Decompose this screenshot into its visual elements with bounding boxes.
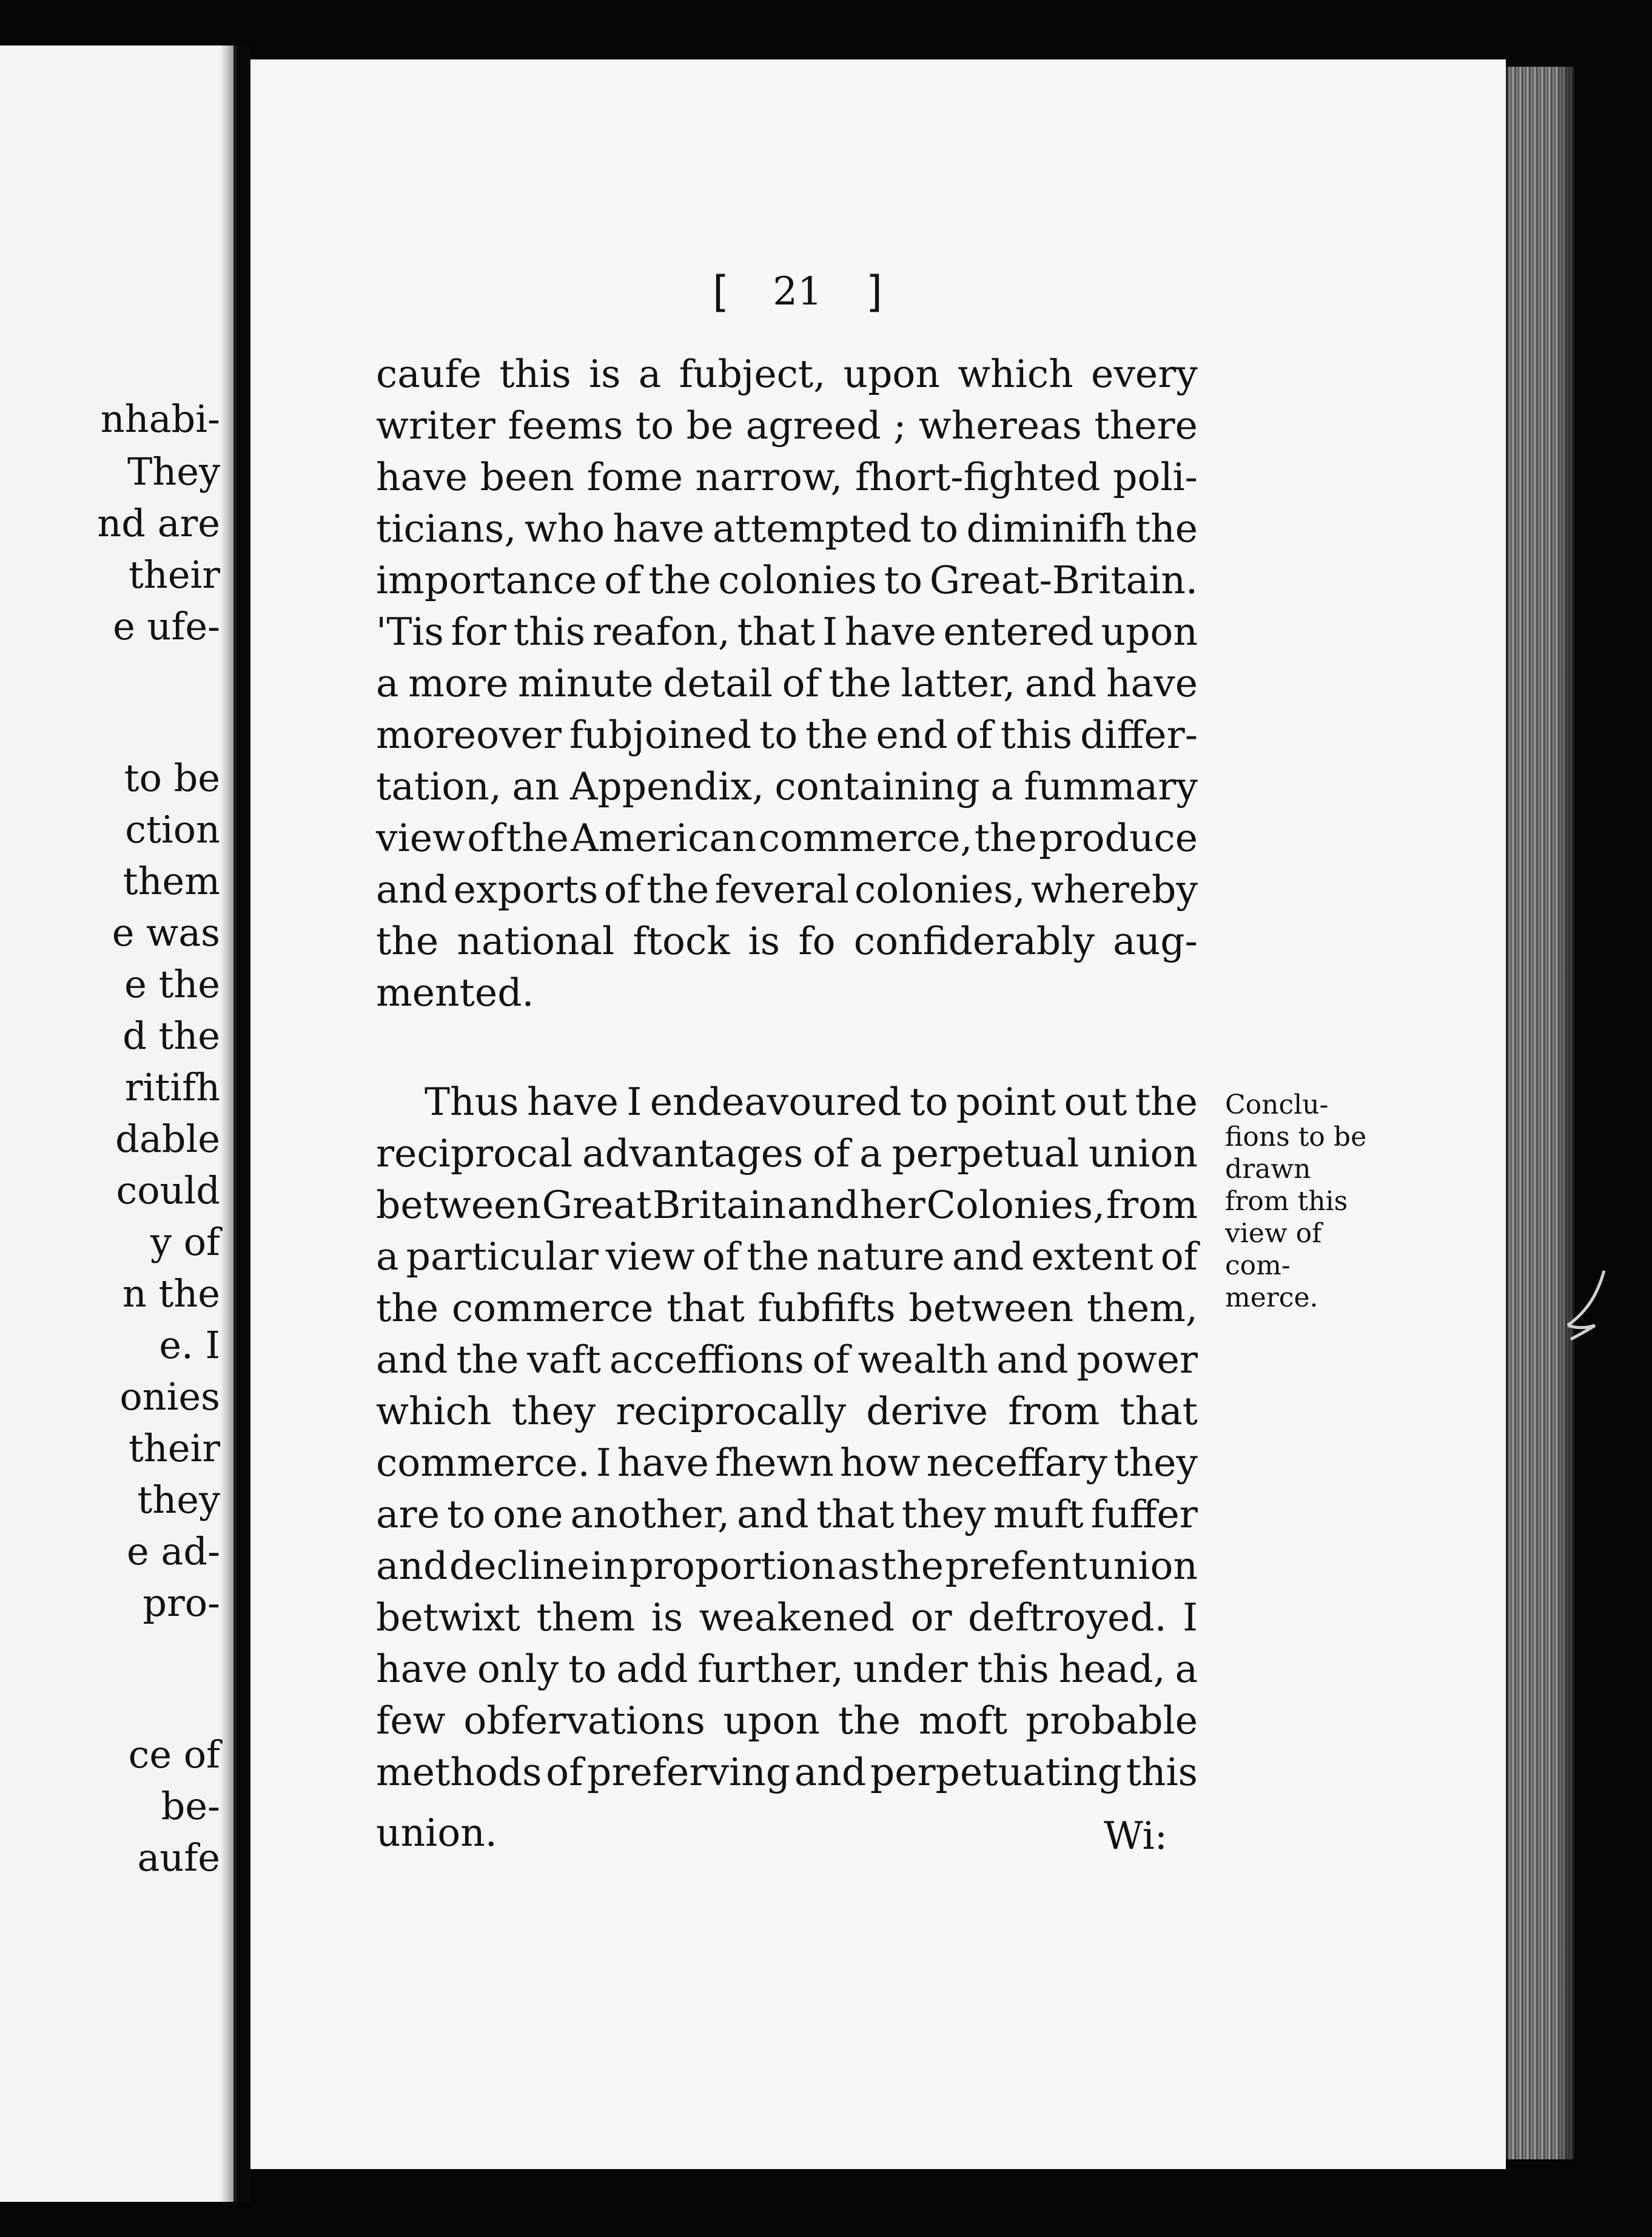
side-note-line: drawn — [1225, 1154, 1311, 1185]
word: Britain — [652, 1183, 787, 1227]
word: to — [568, 1647, 607, 1691]
word: the — [648, 558, 711, 602]
text-line — [376, 1492, 1198, 1536]
word: every — [1091, 352, 1198, 396]
word: decline — [449, 1544, 589, 1588]
word: of — [782, 661, 819, 705]
word: the — [456, 1337, 519, 1382]
word: from — [1008, 1389, 1100, 1433]
word: this — [513, 610, 586, 654]
word: fubject, — [679, 352, 826, 396]
left-page-line: y of — [150, 1220, 220, 1264]
word: of — [603, 867, 641, 912]
word: end — [876, 713, 948, 757]
word: this — [499, 352, 571, 396]
word: whereas — [918, 403, 1082, 448]
left-page-line: pro- — [143, 1581, 220, 1625]
word: attempted — [712, 506, 912, 551]
left-page-line: e ad- — [126, 1529, 220, 1573]
word: perpetuating — [870, 1750, 1122, 1794]
word: minute — [517, 661, 654, 705]
word: have — [1106, 661, 1198, 705]
word: the — [974, 816, 1037, 860]
text-line — [376, 1595, 1198, 1640]
word: the — [506, 816, 569, 860]
word: Great-Britain. — [929, 558, 1198, 602]
word: reciprocally — [616, 1389, 847, 1433]
word: of — [812, 1337, 850, 1382]
word: tation, — [376, 764, 502, 809]
word: her — [859, 1183, 925, 1227]
word: a — [1175, 1647, 1198, 1691]
side-note-line: fions to be — [1225, 1122, 1367, 1152]
catchword: Wi: — [1104, 1814, 1168, 1858]
word: of — [813, 1131, 850, 1176]
left-page-line: be- — [161, 1784, 220, 1828]
word: point — [956, 1080, 1056, 1124]
text-line — [376, 1698, 1198, 1743]
text-line — [376, 1750, 1198, 1794]
text-line — [376, 558, 1198, 602]
word: deftroyed. — [968, 1595, 1167, 1640]
word: power — [1076, 1337, 1198, 1382]
word: for — [451, 610, 506, 654]
fore-edge-shadow — [1556, 67, 1574, 2159]
left-page-line: they — [137, 1478, 220, 1522]
text-line — [376, 403, 1198, 448]
word: view — [376, 816, 465, 860]
left-page-line: e ufe- — [113, 604, 220, 648]
left-page-line: them — [123, 859, 220, 903]
left-page-line: aufe — [137, 1835, 220, 1880]
word: nature — [816, 1234, 945, 1279]
left-page-line: nhabi- — [100, 397, 220, 441]
word: out — [1064, 1080, 1127, 1124]
left-page-line: d the — [123, 1014, 220, 1058]
left-page-line: n the — [122, 1271, 220, 1316]
word: as — [837, 1544, 880, 1588]
text-line — [376, 352, 1198, 396]
word: produce — [1039, 816, 1198, 860]
side-note-line: merce. — [1225, 1282, 1318, 1313]
word: colonies — [718, 558, 877, 602]
running-head — [707, 267, 888, 317]
word: view — [605, 1234, 695, 1279]
word: are — [376, 1492, 440, 1536]
word: is — [651, 1595, 683, 1640]
word: endeavoured — [650, 1080, 902, 1124]
word: fummary — [1024, 764, 1198, 809]
left-page-line: e was — [112, 910, 220, 955]
word: to — [910, 1080, 949, 1124]
text-line — [376, 1234, 1198, 1279]
text-line — [376, 867, 1198, 912]
word: ticians, — [376, 506, 517, 551]
word: feems — [508, 403, 623, 448]
word: Appendix, — [569, 764, 764, 809]
right-bracket: ] — [862, 267, 888, 317]
word: been — [480, 455, 575, 499]
word: and — [376, 1544, 448, 1588]
word: have — [376, 1647, 468, 1691]
word: more — [408, 661, 509, 705]
word: reciprocal — [376, 1131, 573, 1176]
word: and — [787, 1183, 859, 1227]
word: particular — [406, 1234, 599, 1279]
word: feveral — [714, 867, 849, 912]
left-page-line: They — [127, 449, 220, 494]
word: neceffary — [926, 1441, 1108, 1485]
text-line — [376, 506, 1198, 551]
word: and — [376, 1337, 448, 1382]
word: of — [1160, 1234, 1198, 1279]
left-page-line: onies — [119, 1374, 220, 1419]
word: of — [702, 1234, 740, 1279]
word: poli- — [1113, 455, 1198, 499]
text-line — [376, 919, 1198, 963]
text-line — [376, 1286, 1198, 1330]
word: importance — [376, 558, 597, 602]
text-line — [376, 1183, 1198, 1227]
word: they — [511, 1389, 596, 1433]
word: agreed — [745, 403, 881, 448]
text-line — [376, 816, 1198, 860]
word: American — [571, 816, 757, 860]
word: between — [908, 1286, 1074, 1330]
left-page-line: their — [128, 1426, 220, 1470]
word: colonies, — [855, 867, 1026, 912]
word: the — [805, 713, 868, 757]
word: further, — [697, 1647, 844, 1691]
word: a — [859, 1131, 882, 1176]
word: is — [748, 919, 781, 963]
word: them — [536, 1595, 636, 1640]
word: a — [376, 1234, 399, 1279]
word: moft — [918, 1698, 1008, 1743]
word: between — [376, 1183, 541, 1227]
word: and — [1024, 661, 1097, 705]
word: betwixt — [376, 1595, 520, 1640]
word: proportion — [629, 1544, 836, 1588]
word: fhort-fighted — [855, 455, 1101, 499]
text-line — [376, 713, 1198, 757]
word: a — [990, 764, 1013, 809]
word: derive — [866, 1389, 989, 1433]
text-line — [376, 1389, 1198, 1433]
word: ftock — [633, 919, 730, 963]
word: this — [1000, 713, 1073, 757]
word: Colonies, — [926, 1183, 1106, 1227]
word: head, — [1058, 1647, 1166, 1691]
word: which — [376, 1389, 492, 1433]
word: who — [524, 506, 605, 551]
word: fo — [798, 919, 836, 963]
word: the — [838, 1698, 901, 1743]
word: fubjoined — [569, 713, 751, 757]
word: I — [1183, 1595, 1198, 1640]
word: how — [839, 1441, 921, 1485]
word: to — [884, 558, 923, 602]
word: from — [1106, 1183, 1198, 1227]
word: they — [1113, 1441, 1198, 1485]
word: exports — [453, 867, 599, 912]
left-page-line: ction — [125, 807, 220, 852]
word: obfervations — [463, 1698, 705, 1743]
word: that — [737, 610, 816, 654]
left-page-line: could — [116, 1168, 220, 1213]
text-line — [376, 1441, 1198, 1485]
word: that — [667, 1286, 745, 1330]
word: probable — [1025, 1698, 1198, 1743]
word: one — [492, 1492, 563, 1536]
word: Thus — [425, 1080, 519, 1124]
word: Great — [542, 1183, 652, 1227]
facing-page-left — [0, 45, 237, 2202]
left-page-line: nd are — [97, 501, 220, 545]
word: aug- — [1113, 919, 1198, 963]
word: of — [604, 558, 642, 602]
word: that — [1120, 1389, 1198, 1433]
word: national — [457, 919, 615, 963]
side-note-line: Conclu- — [1225, 1089, 1329, 1120]
word: in — [591, 1544, 628, 1588]
word: union — [1089, 1544, 1198, 1588]
word: of — [955, 713, 993, 757]
text-line — [376, 455, 1198, 499]
spine-shadow — [220, 45, 233, 2202]
word: this — [1126, 1750, 1198, 1794]
word: fhewn — [715, 1441, 834, 1485]
page-number: 21 — [773, 269, 822, 314]
text-line: union. — [376, 1811, 497, 1855]
word: caufe — [376, 352, 482, 396]
word: the — [1135, 1080, 1198, 1124]
text-line — [376, 1647, 1198, 1691]
word: the — [828, 661, 891, 705]
word: entered — [943, 610, 1094, 654]
side-note-line: com- — [1225, 1250, 1291, 1281]
word: moreover — [376, 713, 562, 757]
word: whereby — [1030, 867, 1198, 912]
word: prefent — [945, 1544, 1087, 1588]
word: commerce — [451, 1286, 654, 1330]
word: union — [1089, 1131, 1198, 1176]
left-page-line: ce of — [128, 1732, 220, 1777]
word: acceffions — [609, 1337, 804, 1382]
text-line — [376, 610, 1198, 654]
word: and — [737, 1492, 809, 1536]
word: advantages — [582, 1131, 804, 1176]
text-line — [376, 661, 1198, 705]
word: and — [794, 1750, 867, 1794]
word: is — [588, 352, 621, 396]
word: an — [512, 764, 560, 809]
word: and — [996, 1337, 1069, 1382]
text-line — [376, 1131, 1198, 1176]
word: containing — [774, 764, 980, 809]
word: them, — [1086, 1286, 1198, 1330]
side-note-line: from this — [1225, 1186, 1348, 1217]
text-line — [376, 1337, 1198, 1382]
word: the — [881, 1544, 944, 1588]
word: another, — [570, 1492, 730, 1536]
word: preferving — [587, 1750, 791, 1794]
word: ; — [893, 403, 907, 448]
word: diminifh — [966, 506, 1127, 551]
word: confiderably — [853, 919, 1095, 963]
word: the — [376, 1286, 439, 1330]
word: I — [596, 1441, 611, 1485]
word: vaft — [527, 1337, 601, 1382]
word: reafon, — [592, 610, 730, 654]
word: which — [958, 352, 1073, 396]
word: have — [376, 455, 468, 499]
word: and — [376, 867, 448, 912]
word: fubfifts — [757, 1286, 896, 1330]
word: methods — [376, 1750, 542, 1794]
word: fuffer — [1090, 1492, 1198, 1536]
word: or — [910, 1595, 952, 1640]
left-page-line: ritifh — [124, 1065, 220, 1109]
book-gutter — [237, 45, 250, 2202]
word: of — [467, 816, 505, 860]
text-line — [376, 1544, 1198, 1588]
word: few — [376, 1698, 446, 1743]
word: the — [1135, 506, 1198, 551]
word: the — [376, 919, 439, 963]
word: I — [822, 610, 838, 654]
word: weakened — [699, 1595, 895, 1640]
word: there — [1094, 403, 1198, 448]
word: writer — [376, 403, 495, 448]
word: perpetual — [891, 1131, 1080, 1176]
word: to — [759, 713, 798, 757]
word: to — [635, 403, 674, 448]
word: differ- — [1080, 713, 1198, 757]
word: this — [977, 1647, 1049, 1691]
word: I — [626, 1080, 642, 1124]
word: be — [686, 403, 734, 448]
word: a — [376, 661, 399, 705]
left-page-line: e the — [124, 962, 220, 1006]
word: the — [747, 1234, 810, 1279]
word: a — [638, 352, 662, 396]
word: narrow, — [695, 455, 843, 499]
word: have — [526, 1080, 619, 1124]
word: have — [844, 610, 936, 654]
text-line — [425, 1080, 1198, 1124]
word: have — [617, 1441, 709, 1485]
left-page-line: e. I — [159, 1323, 220, 1367]
word: detail — [663, 661, 773, 705]
word: 'Tis — [376, 610, 444, 654]
word: to — [447, 1492, 486, 1536]
left-page-line: to be — [124, 756, 220, 800]
word: add — [616, 1647, 688, 1691]
text-line: mented. — [376, 970, 534, 1015]
left-bracket: [ — [707, 267, 733, 317]
page-fore-edge — [1506, 67, 1574, 2159]
word: have — [613, 506, 705, 551]
word: extent — [1031, 1234, 1153, 1279]
word: of — [546, 1750, 583, 1794]
word: wealth — [858, 1337, 989, 1382]
left-page-line: dable — [115, 1117, 220, 1161]
side-note-line: view of — [1225, 1218, 1322, 1249]
word: they — [901, 1492, 986, 1536]
word: upon — [843, 352, 940, 396]
word: latter, — [901, 661, 1016, 705]
page-mark-icon — [1562, 1268, 1616, 1341]
word: upon — [1101, 610, 1198, 654]
text-line — [376, 764, 1198, 809]
word: under — [853, 1647, 968, 1691]
word: muft — [993, 1492, 1084, 1536]
word: and — [952, 1234, 1024, 1279]
word: only — [477, 1647, 559, 1691]
word: to — [919, 506, 959, 551]
word: commerce, — [758, 816, 973, 860]
word: that — [816, 1492, 895, 1536]
left-page-line: their — [128, 553, 220, 597]
word: commerce. — [376, 1441, 590, 1485]
word: fome — [586, 455, 683, 499]
word: upon — [723, 1698, 821, 1743]
word: the — [646, 867, 710, 912]
